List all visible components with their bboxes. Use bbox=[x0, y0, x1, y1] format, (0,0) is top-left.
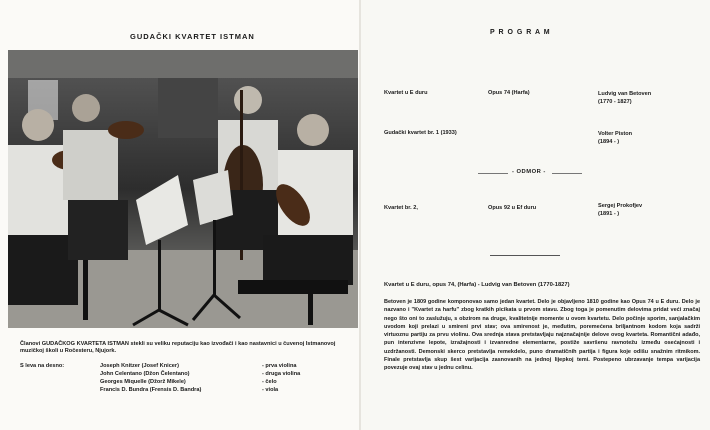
photo-caption: Članovi GUDAČKOG KVARTETA ISTMAN stekli su veliku reputaciju kao izvođači i kao nastavnici u čuvenoj Istmanovoj muzičkoj školi u Ročesteru, Njujork. bbox=[20, 341, 336, 354]
quartet-photo-illustration bbox=[8, 50, 358, 328]
composer-years: (1770 - 1827) bbox=[598, 99, 632, 105]
quartet-photo bbox=[8, 50, 358, 328]
intermission-label: - ODMOR - bbox=[512, 169, 546, 175]
notes-heading: Kvartet u E duru, opus 74, (Harfa) - Ludvig van Betoven (1770-1827) bbox=[384, 282, 570, 288]
composer-name: Ludvig van Betoven bbox=[598, 91, 652, 97]
composer-years: (1894 - ) bbox=[598, 139, 620, 145]
member-name: Georges Miquelle (Džorž Mikele) bbox=[100, 379, 186, 385]
composer-years: (1891 - ) bbox=[598, 211, 620, 217]
member-name: Joseph Knitzer (Josef Knicer) bbox=[100, 363, 179, 369]
page-fold bbox=[359, 0, 361, 430]
program-work: Gudački kvartet br. 1 (1933) bbox=[384, 130, 457, 136]
member-name: Francis D. Bundra (Frensis D. Bandra) bbox=[100, 387, 202, 393]
program-composer bbox=[598, 202, 642, 218]
composer-name: Sergej Prokofjev bbox=[598, 203, 643, 209]
members-label: S leva na desno: bbox=[20, 363, 65, 369]
member-role: - druga violina bbox=[262, 371, 301, 377]
program-composer bbox=[598, 130, 632, 146]
intermission-line-left bbox=[478, 173, 508, 174]
member-name: John Celentano (Džon Čelentano) bbox=[100, 371, 190, 377]
member-role: - viola bbox=[262, 387, 279, 393]
member-role: - prva violina bbox=[262, 363, 297, 369]
program-work: Kvartet u E duru bbox=[384, 90, 428, 96]
program-opus: Opus 74 (Harfa) bbox=[488, 90, 530, 96]
program-title: P R O G R A M bbox=[490, 29, 551, 36]
section-divider bbox=[490, 255, 560, 256]
program-composer bbox=[598, 90, 651, 106]
notes-body: Betoven je 1809 godine komponovao samo jedan kvartet. Delo je objavljeno 1810 godine kao Opus 74 u E duru. Delo je nazvano i "Kvartet za harfu" zbog kratkih picikata u prvom stavu. Zbog toga je pomenutim delovima pridat veći značaj nego što oni to zaslužuju, s obzirom na druge, kvalitetnije momente u ovom kvartetu. Delo počinje sporim, sanjalačkim uvodom koji prelazi u smireni prvi stav; ova smirenost je, međutim, poremećena briljantnom kodom koja sadrži virtuoznu partiju za prvu violinu. Ova srednja stava pretstavljaju najznačajnije delove ovog kvarteta. Romantični adađo, pun intenzivne lepote, izražajnosti i izvanredne elementarne, postiže savršenu ravnotežu između osećajnosti i uzdržanosti. Demonski skerco pretstavlja remekdelo, puno dramatičnih partija i figura koje odišu snažnim ritmikom. Finale pretstavlja skup šest varijacija zasnovanih na jednoj lijepkoj temi. Postepeno ubrzavanje tempa varijacija povezuje ovaj stav u jednu celinu. bbox=[384, 299, 700, 372]
member-role: - čelo bbox=[262, 379, 277, 385]
program-work: Kvartet br. 2, bbox=[384, 205, 418, 211]
quartet-title: GUDAČKI KVARTET ISTMAN bbox=[130, 32, 255, 41]
intermission-line-right bbox=[552, 173, 582, 174]
composer-name: Volter Piston bbox=[598, 131, 633, 137]
program-opus: Opus 92 u Ef duru bbox=[488, 205, 537, 211]
